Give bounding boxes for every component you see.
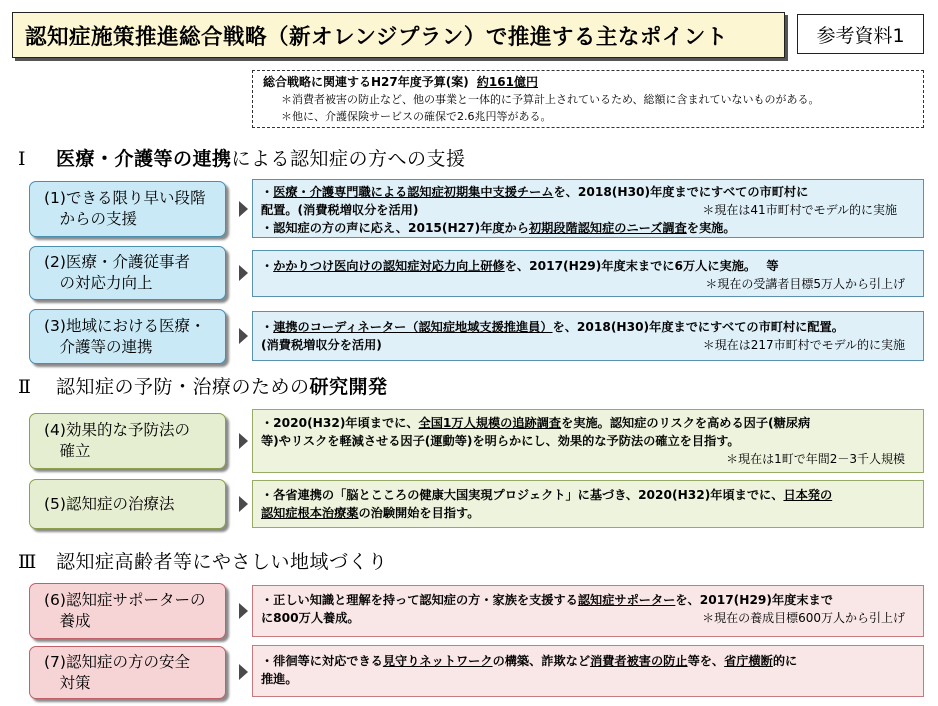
budget-note-1: ＊消費者被害の防止など、他の事業と一体的に予算計上されているため、総額に含まれていないものがある。 bbox=[281, 93, 820, 106]
item-label-3: (3)地域における医療・ 介護等の連携 bbox=[29, 309, 226, 364]
section-heading-2: Ⅱ 認知症の予防・治療のための研究開発 bbox=[18, 376, 388, 398]
item-detail-1: ・医療・介護専門職による認知症初期集中支援チームを、2018(H30)年度までにすべての市町村に 配置。(消費税増収分を活用) ＊現在は41市町村でモデル的に実施 ・認知症の方の声に応え、2015(H27)年度から初期段階認知症のニーズ調査を実施。 bbox=[252, 179, 924, 238]
item-label-2: (2)医療・介護従事者 の対応力向上 bbox=[29, 246, 226, 300]
item-label-4: (4)効果的な予防法の 確立 bbox=[29, 413, 226, 469]
item-detail-4: ・2020(H32)年頃までに、全国1万人規模の追跡調査を実施。認知症のリスクを高める因子(糖尿病 等)やリスクを軽減させる因子(運動等)を明らかにし、効果的な予防法の確立を目指す。 ＊現在は1町で年間2－3千人規模 bbox=[252, 409, 924, 473]
arrow-icon bbox=[239, 603, 248, 619]
arrow-icon bbox=[239, 265, 248, 281]
item-detail-7: ・徘徊等に対応できる見守りネットワークの構築、詐欺など消費者被害の防止等を、省庁横断的に 推進。 bbox=[252, 645, 924, 697]
item-detail-2: ・かかりつけ医向けの認知症対応力向上研修を、2017(H29)年度末までに6万人に実施。 等 ＊現在の受講者目標5万人から引上げ bbox=[252, 250, 924, 297]
section-heading-1: Ⅰ 医療・介護等の連携による認知症の方への支援 bbox=[18, 148, 466, 170]
item-label-6: (6)認知症サポーターの 養成 bbox=[29, 583, 226, 639]
arrow-icon bbox=[239, 496, 248, 512]
item-label-1: (1)できる限り早い段階 からの支援 bbox=[29, 181, 226, 237]
arrow-icon bbox=[239, 433, 248, 449]
arrow-icon bbox=[239, 664, 248, 680]
item-label-5: (5)認知症の治療法 bbox=[29, 479, 226, 529]
page-title: 認知症施策推進総合戦略（新オレンジプラン）で推進する主なポイント bbox=[12, 12, 785, 58]
item-label-7: (7)認知症の方の安全 対策 bbox=[29, 646, 226, 699]
reference-badge: 参考資料1 bbox=[797, 14, 924, 54]
budget-note-2: ＊他に、介護保険サービスの確保で2.6兆円等がある。 bbox=[281, 110, 552, 123]
item-detail-3: ・連携のコーディネーター（認知症地域支援推進員）を、2018(H30)年度までにすべての市町村に配置。 (消費税増収分を活用) ＊現在は217市町村でモデル的に実施 bbox=[252, 311, 924, 361]
section-heading-3: Ⅲ 認知症高齢者等にやさしい地域づくり bbox=[18, 551, 388, 573]
arrow-icon bbox=[239, 328, 248, 344]
budget-summary: 総合戦略に関連するH27年度予算(案) 約161億円 bbox=[263, 75, 538, 89]
budget-note-box bbox=[252, 70, 924, 128]
item-detail-5: ・各省連携の「脳とこころの健康大国実現プロジェクト」に基づき、2020(H32)年頃までに、日本発の 認知症根本治療薬の治験開始を目指す。 bbox=[252, 480, 924, 528]
item-detail-6: ・正しい知識と理解を持って認知症の方・家族を支援する認知症サポーターを、2017(H29)年度末まで に800万人養成。 ＊現在の養成目標600万人から引上げ bbox=[252, 585, 924, 637]
arrow-icon bbox=[239, 201, 248, 217]
